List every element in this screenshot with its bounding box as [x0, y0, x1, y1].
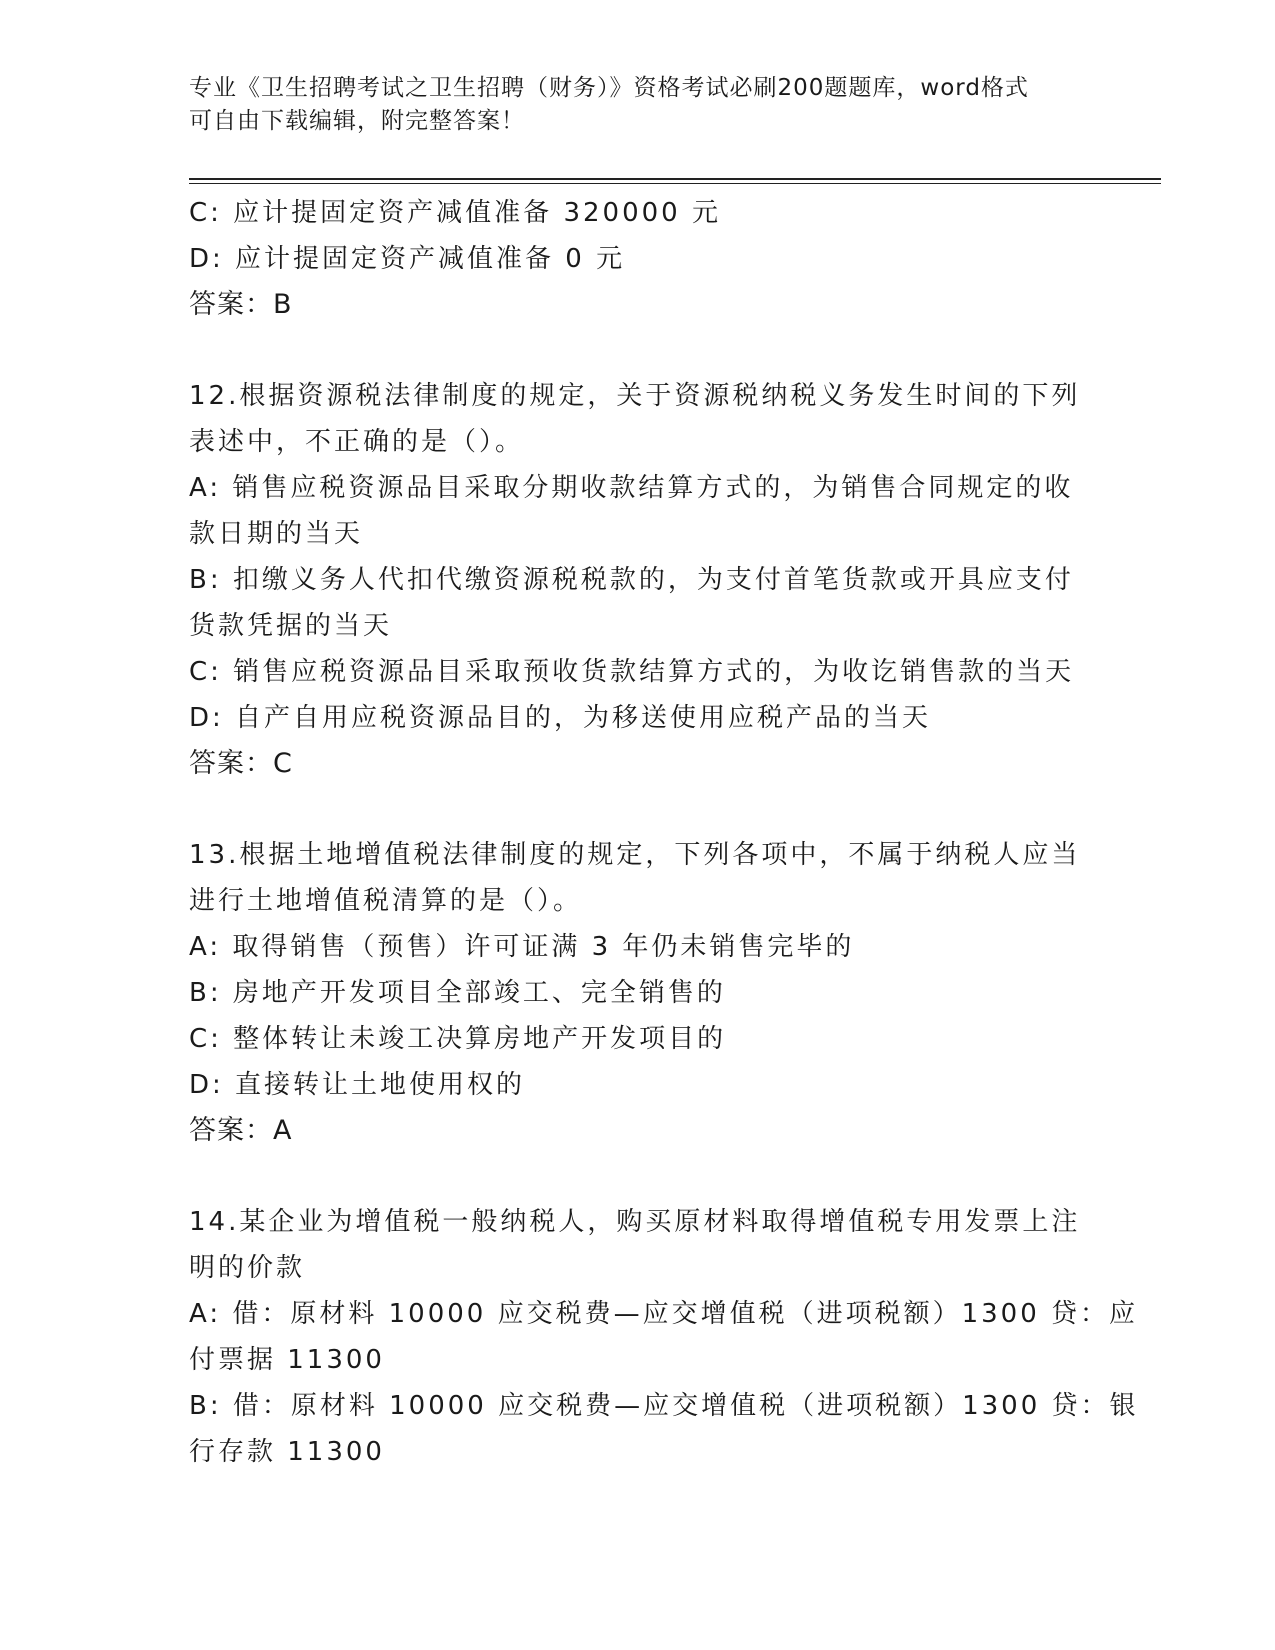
question-stem-continued: 表述中，不正确的是（）。 — [189, 427, 525, 457]
option-a: A: 取得销售（预售）许可证满 3 年仍未销售完毕的 — [189, 932, 855, 962]
spacer — [189, 787, 1089, 832]
option-d: D: 自产自用应税资源品目的，为移送使用应税产品的当天 — [189, 703, 932, 733]
document-header — [189, 72, 1089, 138]
document-body — [189, 190, 1139, 1475]
option-a-continued: 款日期的当天 — [189, 519, 364, 549]
option-d: D: 直接转让土地使用权的 — [189, 1070, 526, 1100]
header-rule-thick — [189, 178, 1161, 180]
question-14 — [189, 1199, 1139, 1475]
question-11-continued — [189, 190, 1089, 328]
option-b: B: 借：原材料 10000 应交税费—应交增值税（进项税额）1300 贷：银 — [189, 1391, 1139, 1421]
question-stem-continued: 进行土地增值税清算的是（）。 — [189, 886, 583, 916]
answer: 答案：A — [189, 1115, 293, 1146]
header-title-line-1: 专业《卫生招聘考试之卫生招聘（财务）》资格考试必刷200题题库，word格式 — [189, 75, 1029, 101]
option-a: A: 借：原材料 10000 应交税费—应交增值税（进项税额）1300 贷：应 — [189, 1299, 1139, 1329]
spacer — [189, 1154, 1089, 1199]
spacer — [189, 328, 1089, 373]
option-c: C: 销售应税资源品目采取预收货款结算方式的，为收讫销售款的当天 — [189, 657, 1075, 687]
answer: 答案：C — [189, 748, 293, 779]
question-stem: 12.根据资源税法律制度的规定，关于资源税纳税义务发生时间的下列 — [189, 381, 1081, 411]
option-b-continued: 货款凭据的当天 — [189, 611, 393, 641]
option-b: B: 扣缴义务人代扣代缴资源税税款的，为支付首笔货款或开具应支付 — [189, 565, 1074, 595]
option-b: B: 房地产开发项目全部竣工、完全销售的 — [189, 978, 726, 1008]
option-c: C: 整体转让未竣工决算房地产开发项目的 — [189, 1024, 727, 1054]
question-13 — [189, 832, 1089, 1154]
header-title-line-2: 可自由下载编辑，附完整答案！ — [189, 108, 525, 134]
option-a-continued: 付票据 11300 — [189, 1345, 385, 1375]
question-stem: 14.某企业为增值税一般纳税人，购买原材料取得增值税专用发票上注 — [189, 1207, 1081, 1237]
option-b-continued: 行存款 11300 — [189, 1437, 385, 1467]
option-d: D: 应计提固定资产减值准备 0 元 — [189, 244, 626, 274]
option-c: C: 应计提固定资产减值准备 320000 元 — [189, 198, 721, 228]
question-stem: 13.根据土地增值税法律制度的规定，下列各项中，不属于纳税人应当 — [189, 840, 1081, 870]
header-rule-thin — [189, 183, 1161, 184]
option-a: A: 销售应税资源品目采取分期收款结算方式的，为销售合同规定的收 — [189, 473, 1074, 503]
question-12 — [189, 373, 1089, 787]
question-stem-continued: 明的价款 — [189, 1253, 306, 1283]
answer: 答案：B — [189, 289, 293, 320]
